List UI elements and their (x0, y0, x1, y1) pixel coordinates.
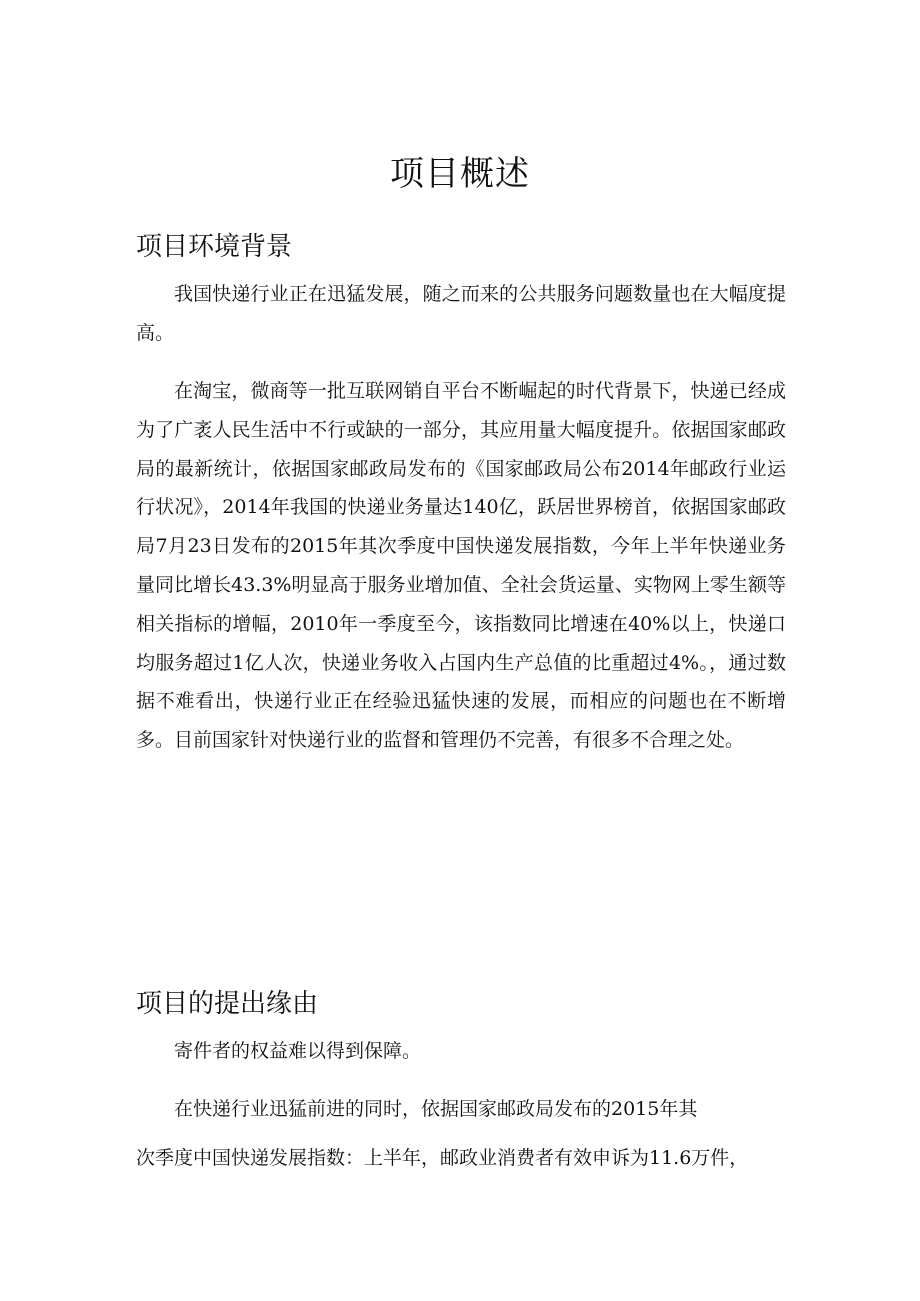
paragraph-express-statistics: 在淘宝，微商等一批互联网销自平台不断崛起的时代背景下，快递已经成为了广袤人民生活中不行或缺的一部分，其应用量大幅度提升。依据国家邮政局的最新统计，依据国家邮政局发布的《国家邮政局公布2014年邮政行业运行状况》，2014年我国的快递业务量达140亿，跃居世界榜首，依据国家邮政局7月23日发布的2015年其次季度中国快递发展指数，今年上半年快递业务量同比增长43.3%明显高于服务业增加值、全社会货运量、实物网上零生额等相关指标的增幅，2010年一季度至今，该指数同比增速在40%以上，快递口均服务超过1亿人次，快递业务收入占国内生产总值的比重超过4%。，通过数据不难看出，快递行业正在经验迅猛快速的发展，而相应的问题也在不断增多。目前国家针对快递行业的监督和管理仍不完善，有很多不合理之处。 (136, 380, 786, 752)
paragraph-industry-growth: 我国快递行业正在迅猛发展，随之而来的公共服务问题数量也在大幅度提高。 (136, 283, 786, 344)
paragraph-complaints-line-2: 次季度中国快递发展指数：上半年，邮政业消费者有效申诉为11.6万件， (136, 1147, 749, 1169)
section-heading-reasons: 项目的提出缘由 (136, 989, 319, 1019)
paragraph-complaints-line-1: 在快递行业迅猛前进的同时，依据国家邮政局发布的2015年其 (174, 1098, 698, 1120)
paragraph-sender-rights: 寄件者的权益难以得到保障。 (174, 1040, 422, 1062)
section-heading-background: 项目环境背景 (136, 232, 293, 262)
document-title: 项目概述 (390, 154, 530, 194)
